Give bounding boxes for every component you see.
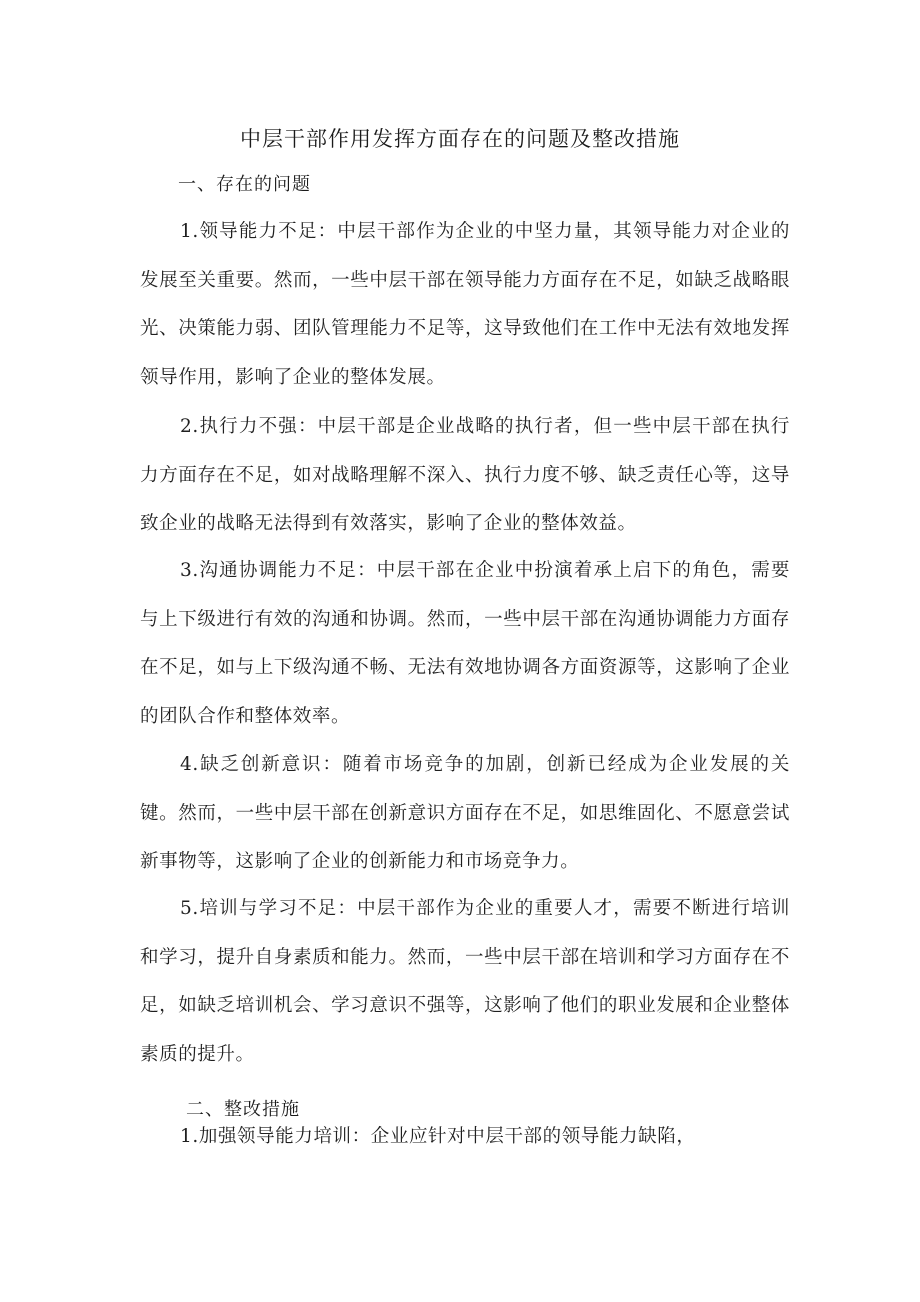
problem-paragraph-3: 3.沟通协调能力不足：中层干部在企业中扮演着承上启下的角色，需要与上下级进行有效的沟通和协调。然而，一些中层干部在沟通协调能力方面存在不足，如与上下级沟通不畅、无法有效地协调各方面资源等，这影响了企业的团队合作和整体效率。: [140, 560, 790, 727]
document-title: 中层干部作用发挥方面存在的问题及整改措施: [240, 127, 680, 151]
problem-paragraph-5: 5.培训与学习不足：中层干部作为企业的重要人才，需要不断进行培训和学习，提升自身素质和能力。然而，一些中层干部在培训和学习方面存在不足，如缺乏培训机会、学习意识不强等，这影响了他们的职业发展和企业整体素质的提升。: [140, 898, 790, 1065]
problem-paragraph-4: 4.缺乏创新意识：随着市场竞争的加剧，创新已经成为企业发展的关键。然而，一些中层干部在创新意识方面存在不足，如思维固化、不愿意尝试新事物等，这影响了企业的创新能力和市场竞争力。: [140, 754, 790, 872]
problem-paragraph-1: 1.领导能力不足：中层干部作为企业的中坚力量，其领导能力对企业的发展至关重要。然而，一些中层干部在领导能力方面存在不足，如缺乏战略眼光、决策能力弱、团队管理能力不足等，这导致他们在工作中无法有效地发挥领导作用，影响了企业的整体发展。: [140, 221, 790, 388]
problem-paragraph-2: 2.执行力不强：中层干部是企业战略的执行者，但一些中层干部在执行力方面存在不足，如对战略理解不深入、执行力度不够、缺乏责任心等，这导致企业的战略无法得到有效落实，影响了企业的整体效益。: [140, 416, 790, 534]
section-heading-problems: 一、存在的问题: [178, 174, 311, 195]
measure-paragraph-1: 1.加强领导能力培训：企业应针对中层干部的领导能力缺陷，: [180, 1126, 696, 1147]
section-heading-measures: 二、整改措施: [186, 1099, 300, 1120]
